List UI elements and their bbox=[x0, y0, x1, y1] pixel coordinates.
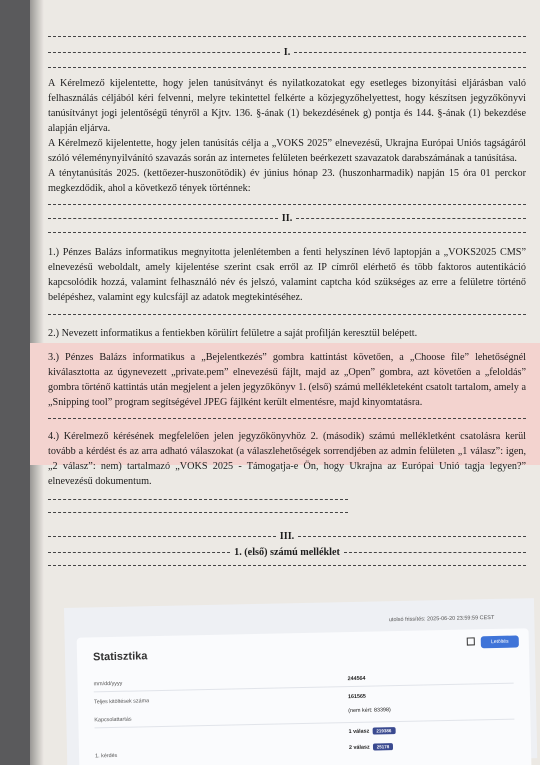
section-1-paragraph-3: A ténytanúsítás 2025. (kettőezer-huszonötödik) év június hónap 23. (huszonharmadik) napján 15 óra 01 perckor megkezdődik, ahol a következő tények történnek: bbox=[48, 168, 526, 194]
dashed-rule bbox=[48, 314, 526, 315]
download-button[interactable]: Letöltés bbox=[481, 635, 519, 648]
section-2-item-1: 1.) Pénzes Balázs informatikus megnyitotta jelenlétemben a fenti helyszínen lévő laptopján a „VOKS2025 CMS” elnevezésű weboldalt, amely kijelentése szerint csak erről az IP címről elérhető és több faktoros autentikáció kapcsolódik hozzá, valamint felhasználó név és jelszó, valamint captcha kód szükséges az erre a felületre történő belépéshez, valamint egy kulcsfájl az adatok megtekintéséhez. bbox=[48, 247, 526, 303]
section-2-item-3: 3.) Pénzes Balázs informatikus a „Bejelentkezés” gombra kattintást követően, a „Choose file” lehetőségnél kiválasztotta az úgynevezett „private.pem” elnevezésű fájlt, majd az „Open” gombra, azt követően a „feloldás” gombra történő kattintás után megjelent a jelen jegyzőkönyv 1. (első) számú mellékleteként csatolt tartalom, amely a „Snipping tool” program segítségével JPEG fájlként került elmentésre, majd kinyomtatásra. bbox=[48, 352, 526, 408]
attached-screenshot bbox=[64, 598, 537, 765]
answer-1 bbox=[349, 727, 396, 735]
section-3-heading bbox=[48, 529, 526, 543]
section-2-number: II. bbox=[281, 212, 293, 224]
row-0-value: 244564 bbox=[347, 675, 366, 683]
dashed-rule bbox=[48, 418, 526, 419]
annex-heading bbox=[48, 545, 526, 559]
top-dashed-rule bbox=[48, 36, 526, 37]
row-1-value: 161565 bbox=[347, 693, 366, 701]
section-2-item-2: 2.) Nevezett informatikus a fentiekben körülírt felületre a saját profilján keresztül belépett. bbox=[48, 328, 418, 339]
row-divider bbox=[93, 680, 514, 693]
dashed-rule bbox=[48, 499, 348, 500]
date-filter-label[interactable]: mm/dd/yyyy bbox=[93, 680, 123, 688]
section-1-paragraph-2: A Kérelmező kijelentette, hogy jelen tanúsítás célja a „VOKS 2025” elnevezésű, Ukrajna Európai Uniós tagságáról szóló véleménynyilvánító szavazás során az internetes felületen beérkezett szavazatok darabszámának a tanúsítása. bbox=[48, 138, 526, 164]
last-update-text: utolsó frissítés: 2025-06-20 23:59:59 CEST bbox=[388, 614, 495, 624]
answer-2 bbox=[349, 743, 393, 751]
section-3-number: III. bbox=[279, 530, 295, 542]
dashed-rule bbox=[48, 565, 526, 566]
annex-title: 1. (első) számú melléklet bbox=[234, 546, 340, 558]
answer-1-label: 1 válasz bbox=[348, 728, 370, 735]
row-1-label: Kapcsolattartás bbox=[94, 716, 132, 724]
section-1-paragraph-1: A Kérelmező kijelentette, hogy jelen tanúsítványt és nyilatkozatokat egy esetleges bizonyítási eljárásban való felhasználás céljából kéri felvenni, melyre tekintettel felkérte a közjegyzőhelyettest, hogy készítsen jegyzőkönyvi tanúsítványt jogi jelentőségű tényről a Kjtv. 136. §-ának (1) bekezdésének g) pontja és 144. §-ának (1) bekezdése alapján eljárva. bbox=[48, 78, 526, 134]
answer-2-label: 2 válasz bbox=[348, 744, 370, 751]
statistics-title: Statisztika bbox=[92, 650, 148, 664]
dashed-rule bbox=[48, 67, 526, 68]
answer-1-count: 219386 bbox=[372, 727, 395, 734]
calendar-icon[interactable] bbox=[467, 637, 475, 645]
dashed-rule bbox=[48, 512, 348, 513]
dashed-rule bbox=[48, 232, 526, 233]
row-0-label: Teljes kitöltések száma bbox=[93, 698, 150, 706]
answer-2-count: 25178 bbox=[373, 743, 394, 750]
statistics-card bbox=[77, 628, 532, 765]
section-2-heading bbox=[48, 211, 526, 225]
document-content bbox=[48, 0, 526, 566]
document-page bbox=[30, 0, 540, 765]
section-1-number: I. bbox=[283, 46, 291, 58]
section-2-item-4: 4.) Kérelmező kérésének megfelelően jelen jegyzőkönyvhöz 2. (második) számú mellékletként csatolásra kerül tovább a kérdést és az arra adható válaszokat (a válaszlehetőségek sorrendjében az admin felületen „1 válasz”: igen, „2 válasz”: nem) tartalmazó „VOKS 2025 - Támogatja-e Ön, hogy Ukrajna az Európai Unió tagja legyen?” elnevezésű dokumentum. bbox=[48, 431, 526, 487]
question-1-label: 1. kérdés bbox=[95, 752, 118, 760]
section-1-heading bbox=[48, 45, 526, 59]
row-2-value: (nem kért: 83398) bbox=[348, 707, 391, 715]
row-divider bbox=[94, 716, 515, 729]
dashed-rule bbox=[48, 204, 526, 205]
